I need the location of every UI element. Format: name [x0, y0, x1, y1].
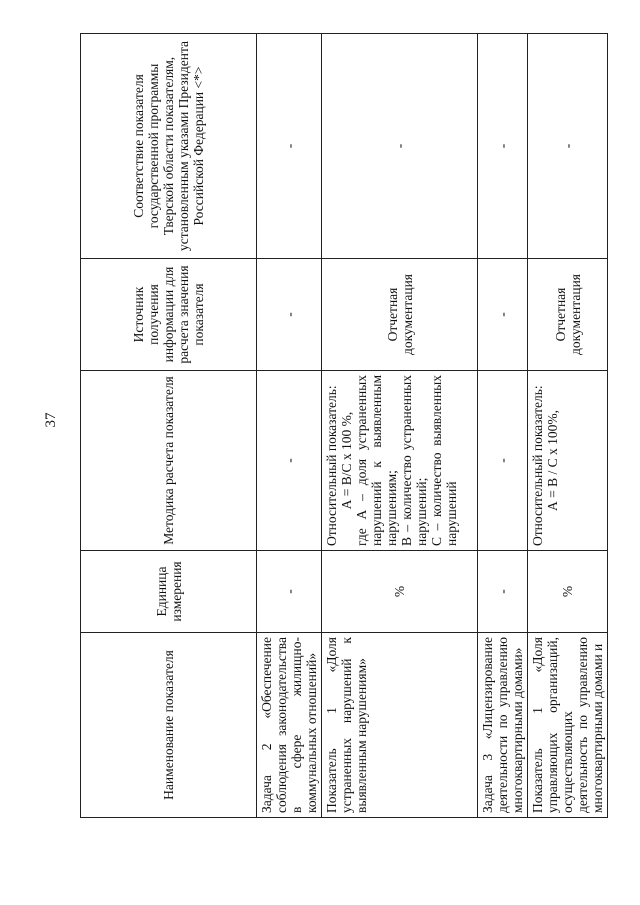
header-indicator-name: Наименование показателя [81, 633, 257, 818]
unit-cell: % [322, 551, 478, 633]
table-row [528, 34, 608, 818]
unit-cell: - [257, 551, 322, 633]
program-cell: - [322, 34, 478, 259]
table-header-row [81, 34, 257, 818]
program-cell: - [478, 34, 528, 259]
table-row [322, 34, 478, 818]
method-formula: А = В/С х 100 %, [339, 411, 354, 510]
indicators-table [80, 33, 608, 818]
header-source: Источник получения информации для расчета значения показателя [81, 259, 257, 371]
header-method: Методика расчета показателя [81, 371, 257, 551]
source-cell: - [478, 259, 528, 371]
method-line: В – количество устраненных нарушений; [399, 375, 429, 546]
indicator-name: Задача 2 «Обеспечение соблюдения законодательства в сфере жилищно-коммунальных отношений» [257, 633, 322, 818]
table-row [478, 34, 528, 818]
unit-cell: - [478, 551, 528, 633]
indicator-name: Показатель 1 «Доля устраненных нарушений к выявленным нарушениям» [322, 633, 478, 818]
source-cell: - [257, 259, 322, 371]
method-line: С – количество выявленных нарушений [429, 375, 459, 546]
method-cell: - [478, 371, 528, 551]
table-row [257, 34, 322, 818]
method-intro: Относительный показатель: [530, 385, 545, 546]
method-formula: А = В / С х 100%, [545, 410, 560, 511]
method-cell: - [257, 371, 322, 551]
method-intro: Относительный показатель: [324, 385, 339, 546]
program-cell: - [257, 34, 322, 259]
method-line: где А – доля устраненных нарушений к выявленным нарушениям; [354, 375, 399, 546]
method-cell [322, 371, 478, 551]
indicator-name: Задача 3 «Лицензирование деятельности по управлению многоквартирными домами» [478, 633, 528, 818]
header-unit: Единица измерения [81, 551, 257, 633]
method-cell [528, 371, 608, 551]
page-number: 37 [43, 412, 59, 428]
source-cell: Отчетная документация [322, 259, 478, 371]
header-program-correspondence: Соответствие показателя государственной программы Тверской области показателям, установленным указами Президента Российской Федерации <*> [81, 34, 257, 259]
unit-cell: % [528, 551, 608, 633]
indicator-name: Показатель 1 «Доля управляющих организаций, осуществляющих деятельность по управлению многоквартирными домами и [528, 633, 608, 818]
program-cell: - [528, 34, 608, 259]
rotated-table-container [80, 33, 605, 818]
source-cell: Отчетная документация [528, 259, 608, 371]
